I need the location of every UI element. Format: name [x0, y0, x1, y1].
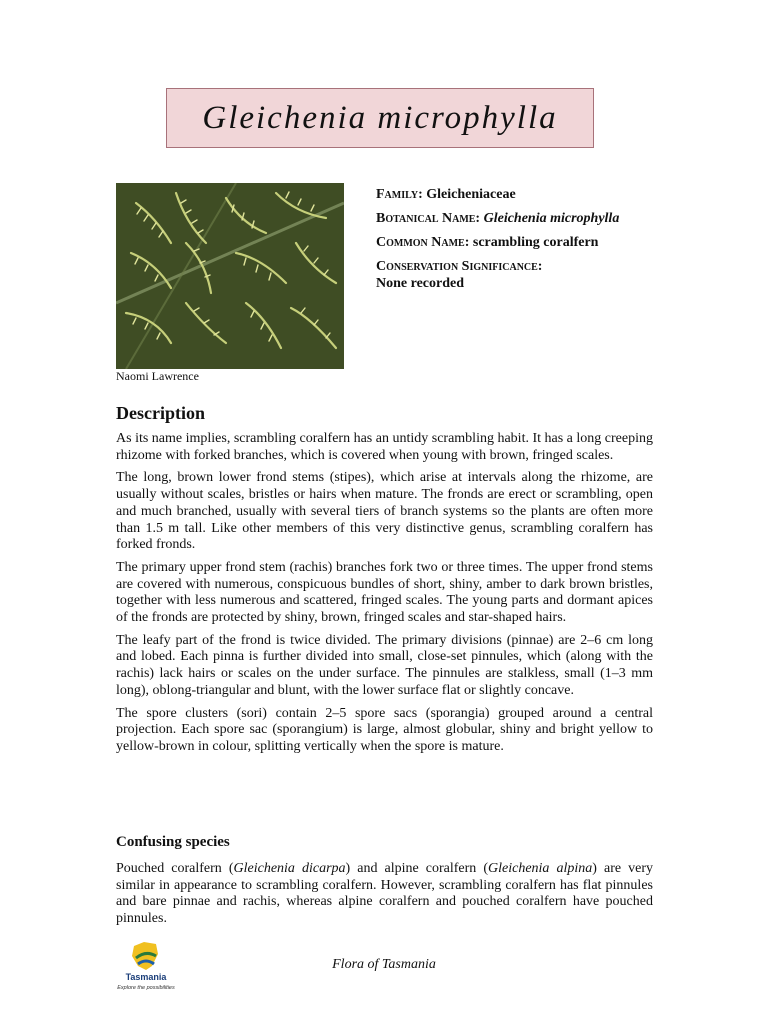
botanical-name-value: Gleichenia microphylla — [483, 211, 620, 226]
description-paragraph: The leafy part of the frond is twice divided. The primary divisions (pinnae) are 2–6 cm long and lobed. Each pinna is further divided into small, close-set pinnules, which (along with the rachis) lack hairs or scales on the under surface. The pinnules are stalkless, small (1–3 mm long), oblong-triangular and blunt, with the lower surface flat or slightly concave. — [116, 632, 653, 698]
fact-sheet — [376, 186, 706, 299]
confusing-species-paragraph: Pouched coralfern (Gleichenia dicarpa) and alpine coralfern (Gleichenia alpina) are very similar in appearance to scrambling coralfern. However, scrambling coralfern has flat pinnules and bare pinnae and rachis, whereas alpine coralfern and pouched coralfern have pouched pinnules. — [116, 861, 653, 927]
footer-title: Flora of Tasmania — [332, 957, 436, 972]
description-paragraph: The primary upper frond stem (rachis) branches fork two or three times. The upper frond stems are covered with numerous, conspicuous bundles of short, shiny, amber to dark brown bristles, together with less numerous and scattered, fringed scales. The young parts and dormant apices of the fronds are protected by shiny, brown, fringed scales and star-shaped hairs. — [116, 559, 653, 626]
botanical-name-row — [376, 210, 706, 227]
confusing-species-heading: Confusing species — [116, 834, 230, 850]
page-title: Gleichenia microphylla — [202, 99, 558, 136]
logo-tagline: Explore the possibilities — [117, 985, 175, 991]
title-box — [166, 88, 594, 148]
fern-photo — [116, 183, 344, 369]
description-heading: Description — [116, 403, 205, 423]
botanical-name-label: Botanical Name: — [376, 211, 481, 226]
family-label: Family: — [376, 187, 423, 202]
family-row — [376, 186, 706, 203]
description-paragraph: The spore clusters (sori) contain 2–5 spore sacs (sporangia) grouped around a central projection. Each spore sac (sporangium) is large, almost globular, shiny and bright yellow to yellow-brown in colour, splitting vertically when the spore is mature. — [116, 705, 653, 754]
description-body — [116, 431, 653, 762]
photo-credit: Naomi Lawrence — [116, 369, 199, 383]
confusing-species-body — [116, 861, 653, 934]
logo-name: Tasmania — [125, 972, 167, 982]
family-value: Gleicheniaceae — [426, 187, 516, 202]
conservation-value: None recorded — [376, 276, 464, 291]
conservation-row — [376, 258, 706, 292]
conservation-label: Conservation Significance: — [376, 259, 543, 274]
description-paragraph: The long, brown lower frond stems (stipes), which arise at intervals along the rhizome, are usually without scales, bristles or hairs when mature. The fronds are erect or scrambling, open and much branched, usually with several tiers of branch systems so the plants are often more than 1.5 m tall. Like other members of this very distinctive genus, scrambling coralfern has forked fronds. — [116, 470, 653, 553]
common-name-row — [376, 234, 706, 251]
common-name-value: scrambling coralfern — [472, 235, 599, 250]
description-paragraph: As its name implies, scrambling coralfern has an untidy scrambling habit. It has a long creeping rhizome with forked branches, which is covered when young with brown, fringed scales. — [116, 431, 653, 463]
common-name-label: Common Name: — [376, 235, 470, 250]
